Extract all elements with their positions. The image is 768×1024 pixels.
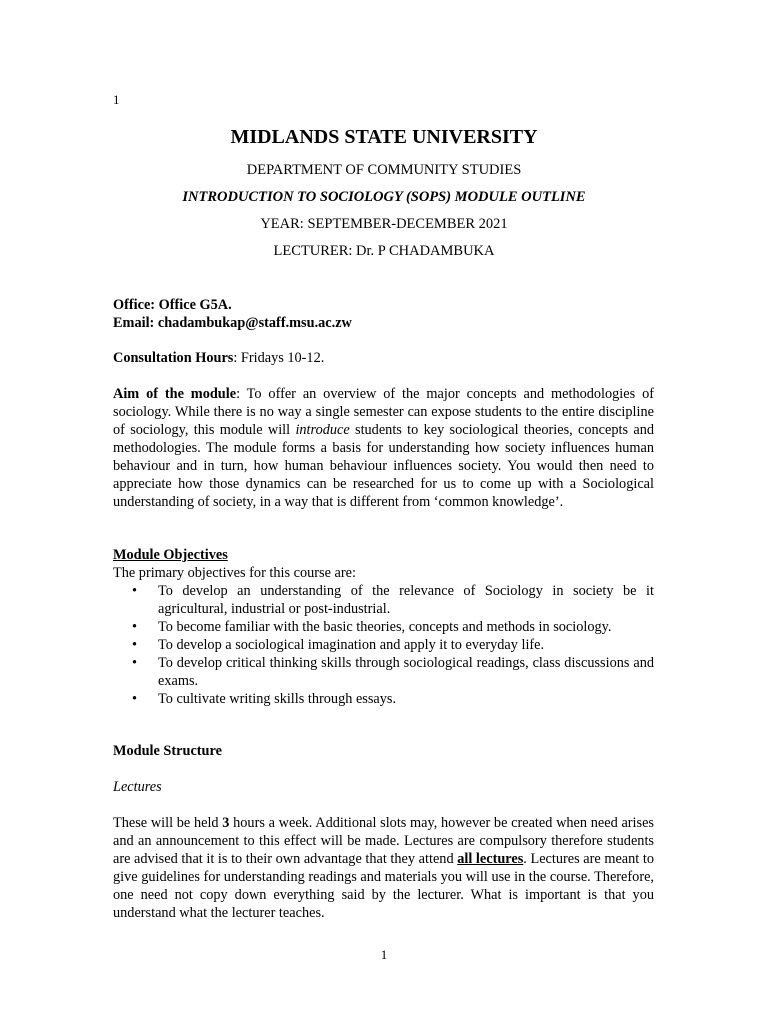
lectures-text-1: These will be held: [113, 815, 223, 831]
objectives-list: [113, 582, 654, 708]
objectives-intro: The primary objectives for this course are:: [113, 565, 356, 581]
email-line: Email: chadambukap@staff.msu.ac.zw: [113, 315, 352, 331]
aim-paragraph: [113, 385, 654, 511]
office-line: Office: Office G5A.: [113, 297, 232, 313]
consultation-label: Consultation Hours: [113, 350, 234, 366]
bullet-icon: •: [132, 619, 138, 635]
all-lectures-emphasis: all lectures: [457, 851, 524, 867]
year-line: YEAR: SEPTEMBER-DECEMBER 2021: [260, 216, 508, 232]
list-item: [113, 690, 654, 708]
department-title: DEPARTMENT OF COMMUNITY STUDIES: [246, 162, 522, 178]
list-item: [113, 618, 654, 636]
objective-text: To develop a sociological imagination and apply it to everyday life.: [158, 637, 545, 653]
lectures-text-3: . Lectures are meant to give guidelines for understanding readings and materials you will use in the course. Therefore, one need not copy down everything said by the lecturer. What is important is that you understand what the lecturer teaches.: [113, 851, 655, 921]
objective-text: To develop critical thinking skills through sociological readings, class discussions and exams.: [158, 655, 654, 689]
objectives-heading: Module Objectives: [113, 547, 228, 563]
consultation-value: : Fridays 10-12.: [233, 350, 325, 366]
objective-text: To develop an understanding of the relevance of Sociology in society be it agricultural, industrial or post-industrial.: [158, 583, 654, 617]
bullet-icon: •: [132, 655, 138, 671]
lectures-heading: Lectures: [113, 779, 162, 795]
lectures-text-2: hours a week. Additional slots may, however be created when need arises and an announcement to this effect will be made. Lectures are compulsory therefore students are advised that it is to their own advantage that they attend: [113, 815, 654, 867]
page-number-bottom: 1: [380, 947, 388, 962]
aim-label: Aim of the module: [113, 386, 237, 402]
objectives-section: [113, 546, 654, 708]
consultation-line: [113, 349, 654, 367]
lectures-paragraph: [113, 814, 654, 922]
objective-text: To become familiar with the basic theories, concepts and methods in sociology.: [158, 619, 612, 635]
list-item: [113, 654, 654, 690]
bullet-icon: •: [132, 637, 138, 653]
aim-emphasis: introduce: [295, 422, 350, 438]
contact-block: [113, 296, 654, 332]
course-title: INTRODUCTION TO SOCIOLOGY (SOPS) MODULE OUTLINE: [182, 189, 586, 205]
bullet-icon: •: [132, 691, 138, 707]
page-number-top: 1: [113, 92, 120, 107]
lecture-hours: 3: [222, 815, 230, 831]
aim-text-before: : To offer an overview of the major concepts and methodologies of sociology. While there is no way a single semester can expose students to the entire discipline of sociology, this module will: [113, 386, 654, 438]
bullet-icon: •: [132, 583, 138, 599]
list-item: [113, 582, 654, 618]
lecturer-line: LECTURER: Dr. P CHADAMBUKA: [273, 243, 495, 259]
list-item: [113, 636, 654, 654]
aim-text-after: students to key sociological theories, concepts and methodologies. The module forms a basis for understanding how society influences human behaviour and in turn, how human behaviour influences society. You would then need to appreciate how those dynamics can be researched for us to come up with a Sociological understanding of society, in a way that is different from ‘common knowledge’.: [113, 422, 654, 510]
objective-text: To cultivate writing skills through essays.: [158, 691, 397, 707]
structure-heading: Module Structure: [113, 743, 222, 759]
university-title: MIDLANDS STATE UNIVERSITY: [230, 126, 538, 148]
